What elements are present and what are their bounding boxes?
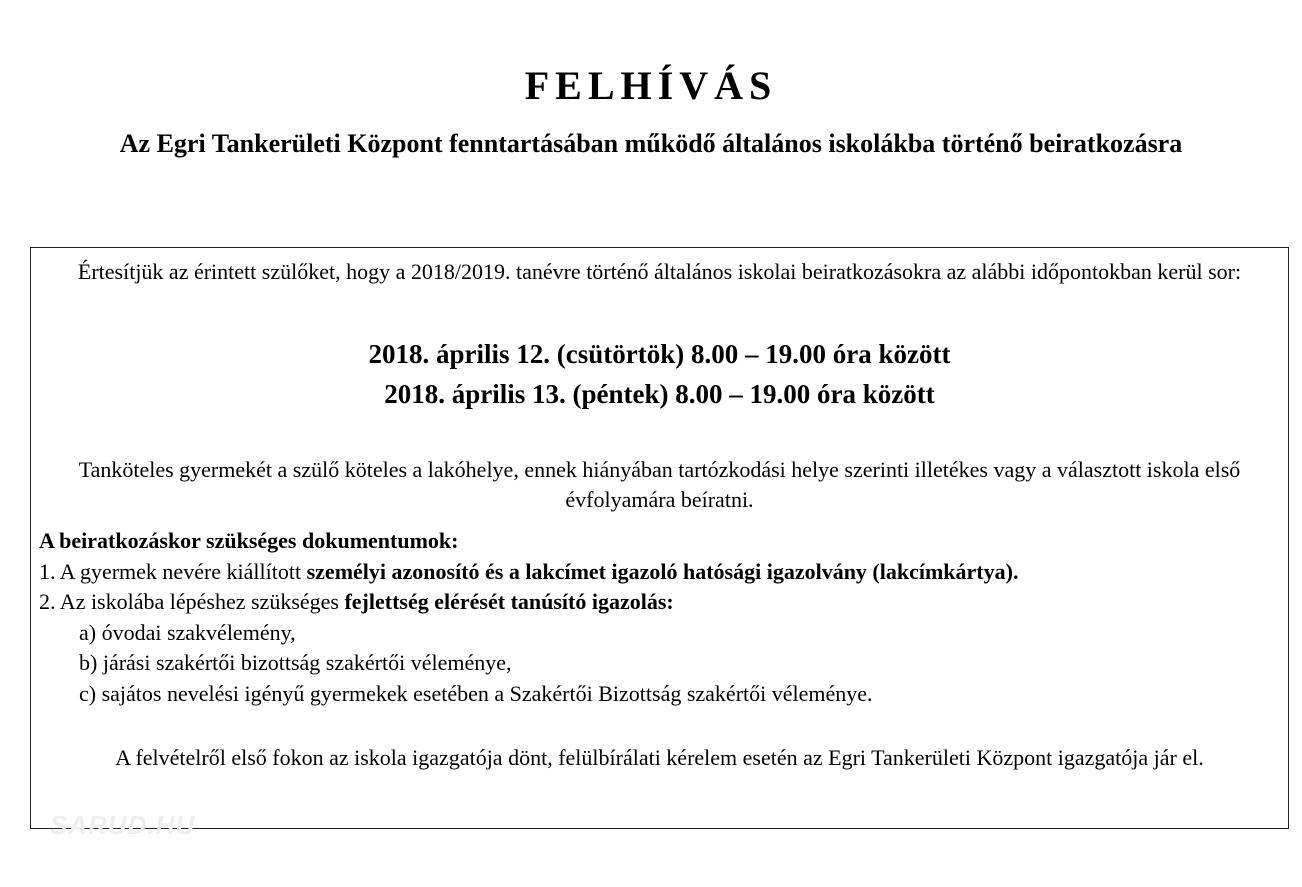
enrollment-date-1: 2018. április 12. (csütörtök) 8.00 – 19.00 óra között bbox=[368, 339, 951, 369]
closing-paragraph: A felvételről első fokon az iskola igazgatója dönt, felülbírálati kérelem esetén az Egri Tankerületi Központ igazgatója jár el. bbox=[115, 745, 1204, 770]
required-document-2-prefix: 2. Az iskolába lépéshez szükséges bbox=[39, 589, 345, 614]
document-subtitle: Az Egri Tankerületi Központ fenntartásában működő általános iskolákba történő beiratkozásra bbox=[119, 129, 1183, 158]
required-documents-heading: A beiratkozáskor szükséges dokumentumok: bbox=[39, 528, 459, 553]
required-document-2 bbox=[39, 587, 1280, 618]
watermark: SARUD.HU bbox=[50, 810, 196, 840]
notice-box bbox=[30, 247, 1289, 829]
sub-item-b: b) járási szakértői bizottság szakértői véleménye, bbox=[79, 650, 512, 675]
required-documents bbox=[39, 526, 1280, 709]
required-document-1 bbox=[39, 557, 1280, 588]
required-document-1-bold: személyi azonosító és a lakcímet igazoló hatósági igazolvány (lakcímkártya). bbox=[306, 558, 1019, 584]
enrollment-date-2: 2018. április 13. (péntek) 8.00 – 19.00 óra között bbox=[384, 379, 935, 409]
sub-item-c: c) sajátos nevelési igényű gyermekek esetében a Szakértői Bizottság szakértői véleménye. bbox=[79, 680, 873, 706]
required-document-1-prefix: 1. A gyermek nevére kiállított bbox=[39, 558, 307, 584]
sub-item-a: a) óvodai szakvélemény, bbox=[79, 619, 296, 645]
document-title: FELHÍVÁS bbox=[524, 63, 778, 108]
intro-paragraph: Értesítjük az érintett szülőket, hogy a 2018/2019. tanévre történő általános iskolai beiratkozásokra az alábbi időpontokban kerül sor: bbox=[77, 259, 1242, 284]
required-document-2-bold: fejlettség elérését tanúsító igazolás: bbox=[344, 589, 674, 614]
obligation-paragraph: Tanköteles gyermekét a szülő köteles a lakóhelye, ennek hiányában tartózkodási helye szerinti illetékes vagy a választott iskola első évfolyamára beíratni. bbox=[78, 457, 1241, 512]
enrollment-dates bbox=[31, 334, 1288, 414]
